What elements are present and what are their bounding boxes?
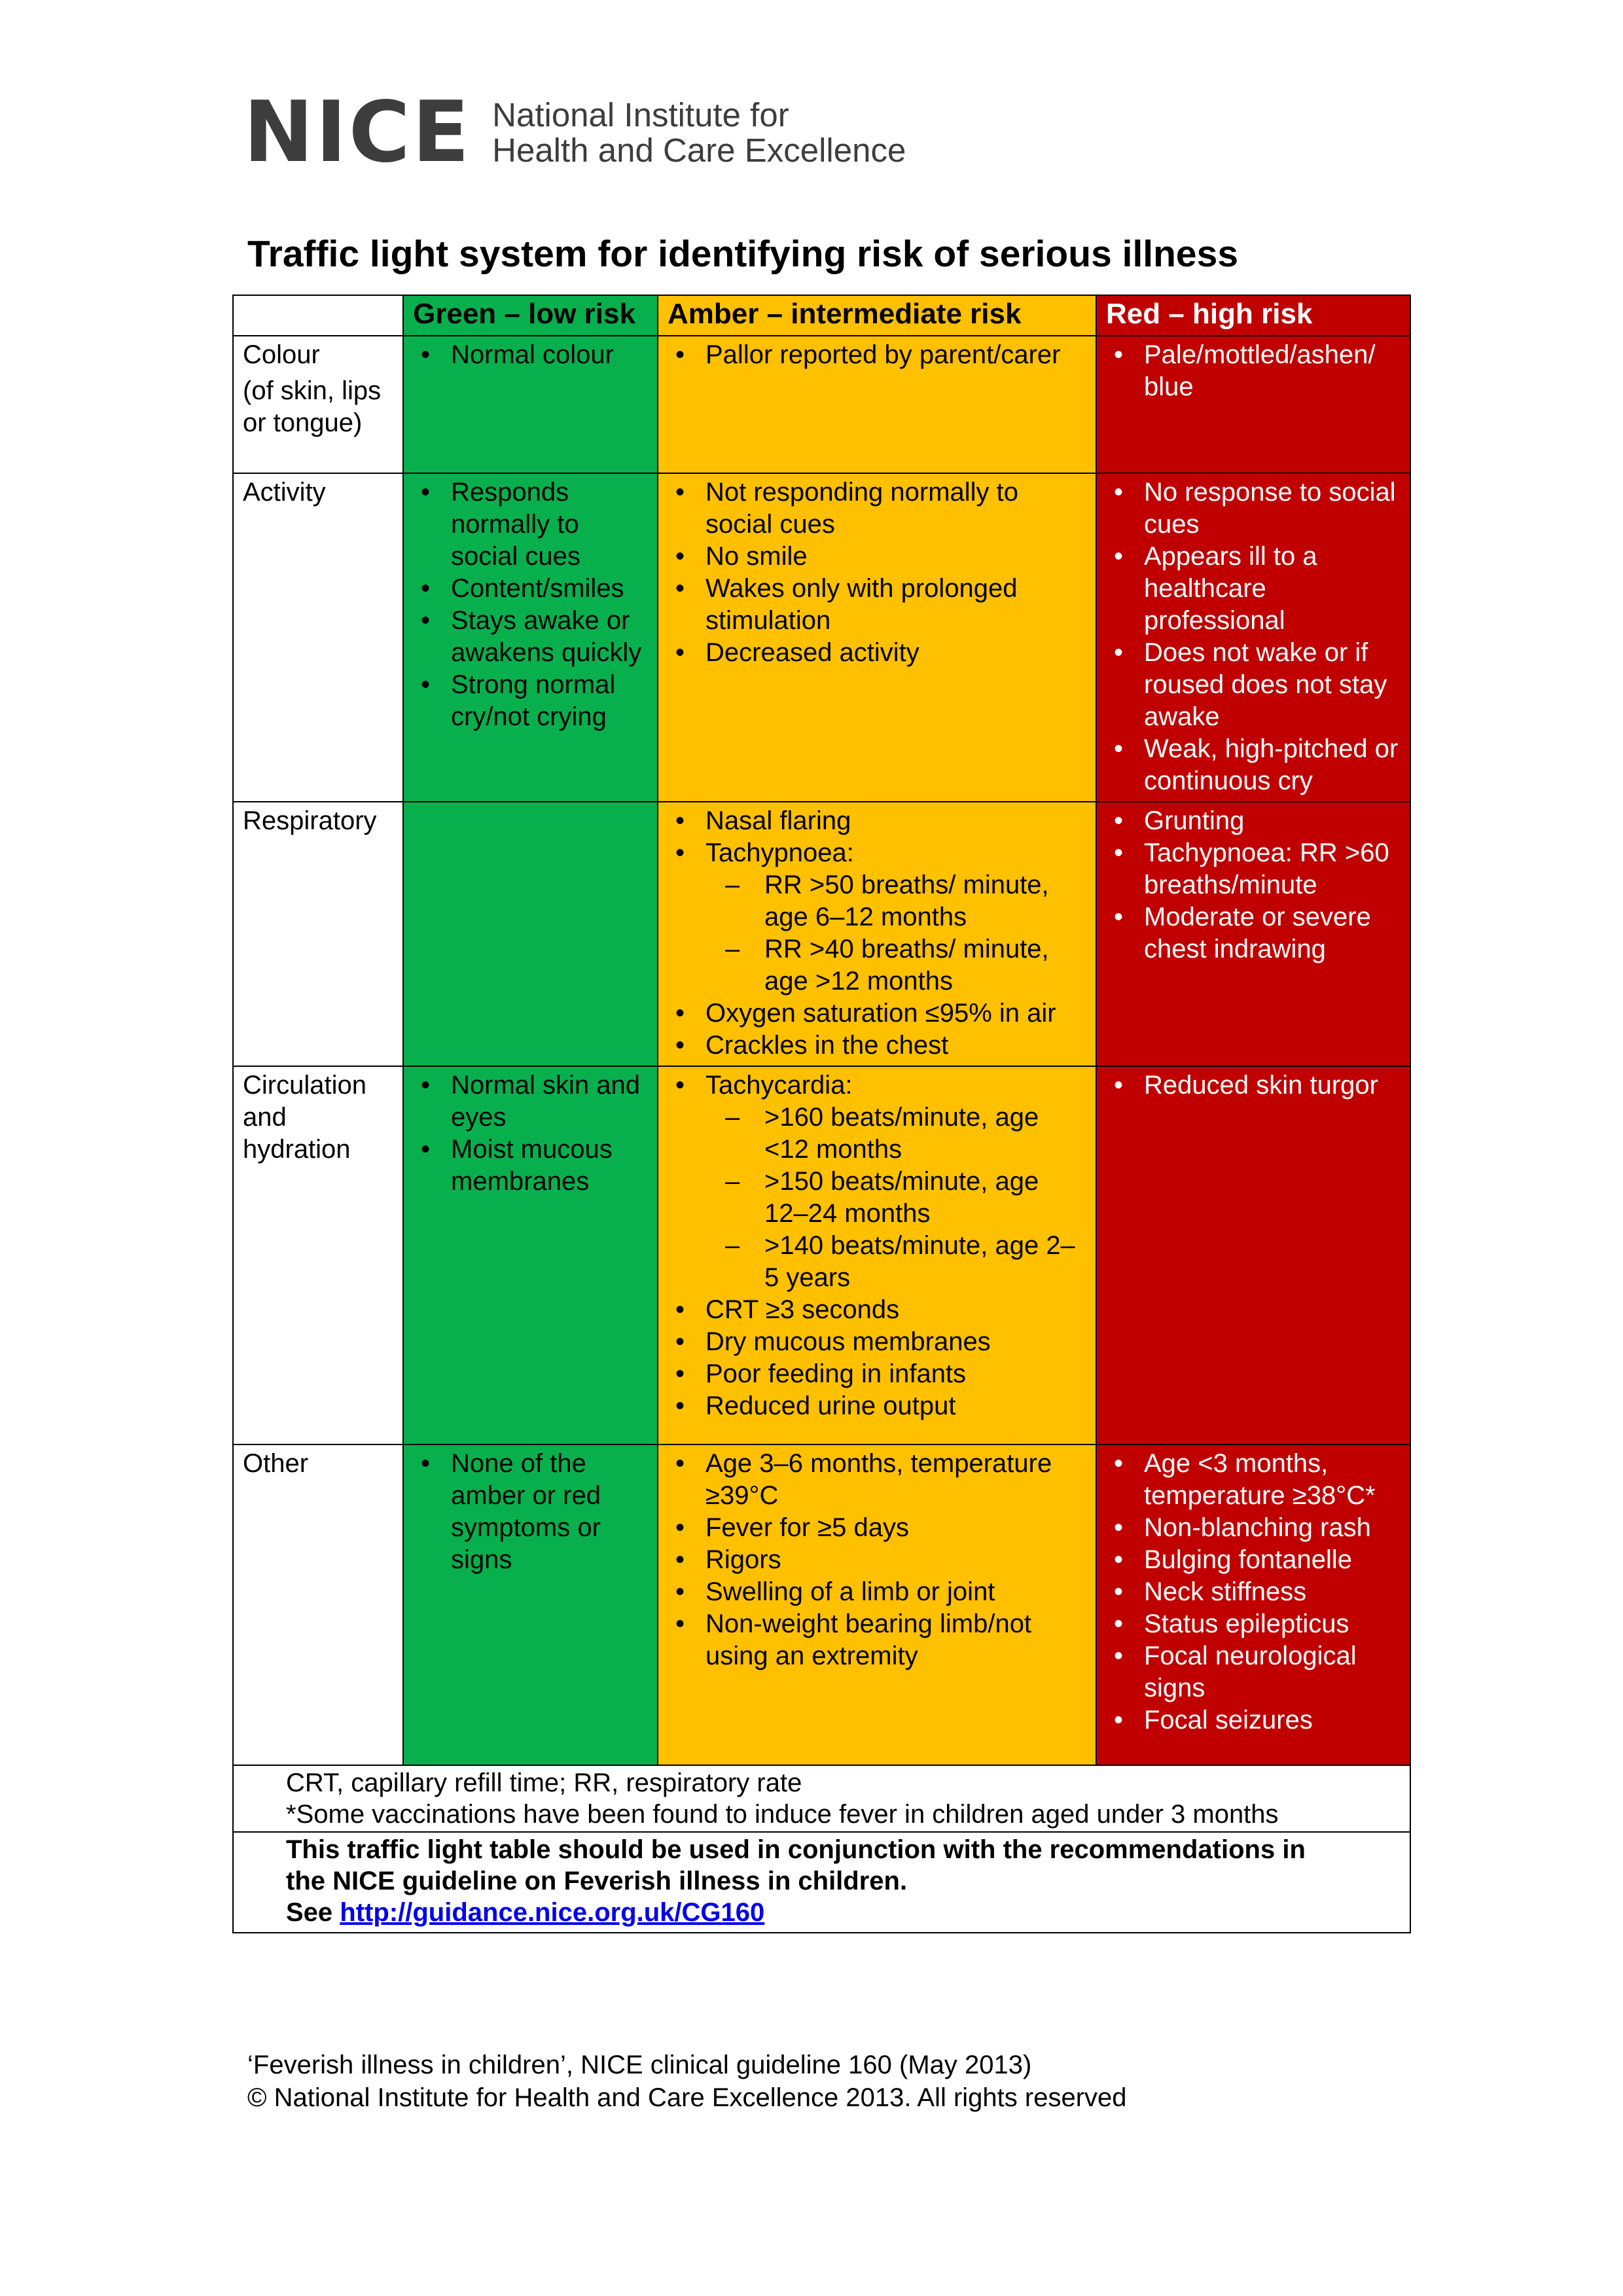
header-corner [233,295,403,336]
list-item: • Focal neurological signs [1106,1640,1400,1704]
row-label-other: Other [233,1444,403,1765]
cell-respiratory-green [403,802,658,1066]
list-item: • Normal skin and eyes [413,1069,648,1134]
list-item: • Moist mucous membranes [413,1134,648,1198]
list-item: • Dry mucous membranes [668,1326,1086,1358]
list-item: • Reduced urine output [668,1390,1086,1422]
list-item: • Moderate or severe chest indrawing [1106,901,1400,965]
sub-list-item: – RR >50 breaths/ minute, age 6–12 months [705,869,1086,933]
list-item: • Responds normally to social cues [413,476,648,573]
table-notes [233,1765,1410,1832]
row-label-circulation: Circulation and hydration [233,1066,403,1444]
cell-respiratory-amber [658,802,1096,1066]
list-item: • Bulging fontanelle [1106,1544,1400,1576]
list-item: • No response to social cues [1106,476,1400,541]
logo-wordmark: NICE [243,84,472,181]
guidance-line3 [286,1897,1400,1928]
row-guidance [233,1832,1410,1933]
footer-citation: ‘Feverish illness in children’, NICE clinical guideline 160 (May 2013) [247,2051,1032,2079]
list-item [668,837,1086,997]
list-item: • CRT ≥3 seconds [668,1294,1086,1326]
list-item: • Nasal flaring [668,805,1086,837]
row-label-colour-text: Colour [243,340,320,369]
list-item: • Appears ill to a healthcare professional [1106,541,1400,637]
footer [247,2049,1127,2114]
list-item: • Swelling of a limb or joint [668,1576,1086,1608]
row-colour [233,336,1410,473]
row-sublabel-colour: (of skin, lips or tongue) [243,376,382,437]
guideline-link[interactable]: http://guidance.nice.org.uk/CG160 [340,1898,765,1927]
list-item: • Oxygen saturation ≤95% in air [668,997,1086,1030]
list-item: • Normal colour [413,339,648,371]
list-item: • Strong normal cry/not crying [413,669,648,733]
list-item: • Decreased activity [668,637,1086,669]
header-row [233,295,1410,336]
nice-logo [243,84,906,181]
row-label-respiratory: Respiratory [233,802,403,1066]
list-item: • Pallor reported by parent/carer [668,339,1086,371]
cell-activity-amber [658,473,1096,802]
row-label-activity: Activity [233,473,403,802]
cell-activity-green [403,473,658,802]
footer-copyright: © National Institute for Health and Care Excellence 2013. All rights reserved [247,2083,1127,2112]
row-circulation [233,1066,1410,1444]
list-item: • Wakes only with prolonged stimulation [668,573,1086,637]
list-item: • Age 3–6 months, temperature ≥39°C [668,1448,1086,1512]
list-item: • Crackles in the chest [668,1030,1086,1062]
cell-activity-red [1096,473,1410,802]
cell-other-green [403,1444,658,1765]
guidance-see: See [286,1898,340,1927]
tachycardia-label: Tachycardia: [705,1071,853,1100]
list-item: • Non-blanching rash [1106,1512,1400,1544]
row-notes [233,1765,1410,1832]
logo-subtitle-line1: National Institute for [492,96,789,134]
row-respiratory [233,802,1410,1066]
cell-circulation-amber [658,1066,1096,1444]
list-item: • Fever for ≥5 days [668,1512,1086,1544]
row-label-colour [233,336,403,473]
guidance-line2: the NICE guideline on Feverish illness in children. [286,1867,908,1895]
list-item: • Non-weight bearing limb/not using an extremity [668,1608,1086,1672]
list-item: • Pale/mottled/ashen/ blue [1106,339,1400,403]
guidance-note [233,1832,1410,1933]
cell-other-red [1096,1444,1410,1765]
list-item: • No smile [668,541,1086,573]
list-item: • Not responding normally to social cues [668,476,1086,541]
tachypnoea-label: Tachypnoea: [705,838,854,867]
cell-colour-red [1096,336,1410,473]
row-other [233,1444,1410,1765]
list-item: • Poor feeding in infants [668,1358,1086,1390]
cell-circulation-red [1096,1066,1410,1444]
list-item: • Focal seizures [1106,1704,1400,1736]
abbreviations-note: CRT, capillary refill time; RR, respiratory rate [286,1768,802,1797]
row-activity [233,473,1410,802]
cell-colour-green [403,336,658,473]
header-red: Red – high risk [1096,295,1410,336]
list-item: • Tachypnoea: RR >60 breaths/minute [1106,837,1400,901]
list-item: • Rigors [668,1544,1086,1576]
list-item [668,1069,1086,1294]
list-item: • Does not wake or if roused does not stay awake [1106,637,1400,733]
cell-respiratory-red [1096,802,1410,1066]
list-item: • Reduced skin turgor [1106,1069,1400,1102]
page-title: Traffic light system for identifying risk of serious illness [247,233,1239,275]
list-item: • Neck stiffness [1106,1576,1400,1608]
list-item: • Grunting [1106,805,1400,837]
cell-circulation-green [403,1066,658,1444]
guidance-line1: This traffic light table should be used in conjunction with the recommendations in [286,1835,1306,1864]
list-item: • Stays awake or awakens quickly [413,605,648,669]
sub-list-item: – >160 beats/minute, age <12 months [705,1102,1086,1166]
sub-list-item: – >140 beats/minute, age 2–5 years [705,1230,1086,1294]
list-item: • Status epilepticus [1106,1608,1400,1640]
vaccination-note: *Some vaccinations have been found to induce fever in children aged under 3 months [286,1800,1279,1829]
header-amber: Amber – intermediate risk [658,295,1096,336]
cell-other-amber [658,1444,1096,1765]
list-item: • Age <3 months, temperature ≥38°C* [1106,1448,1400,1512]
list-item: • None of the amber or red symptoms or signs [413,1448,648,1576]
list-item: • Weak, high-pitched or continuous cry [1106,733,1400,797]
sub-list-item: – RR >40 breaths/ minute, age >12 months [705,933,1086,997]
list-item: • Content/smiles [413,573,648,605]
header-green: Green – low risk [403,295,658,336]
cell-colour-amber [658,336,1096,473]
logo-subtitle [492,98,906,168]
logo-subtitle-line2: Health and Care Excellence [492,132,906,169]
traffic-light-table [232,295,1411,1933]
sub-list-item: – >150 beats/minute, age 12–24 months [705,1166,1086,1230]
